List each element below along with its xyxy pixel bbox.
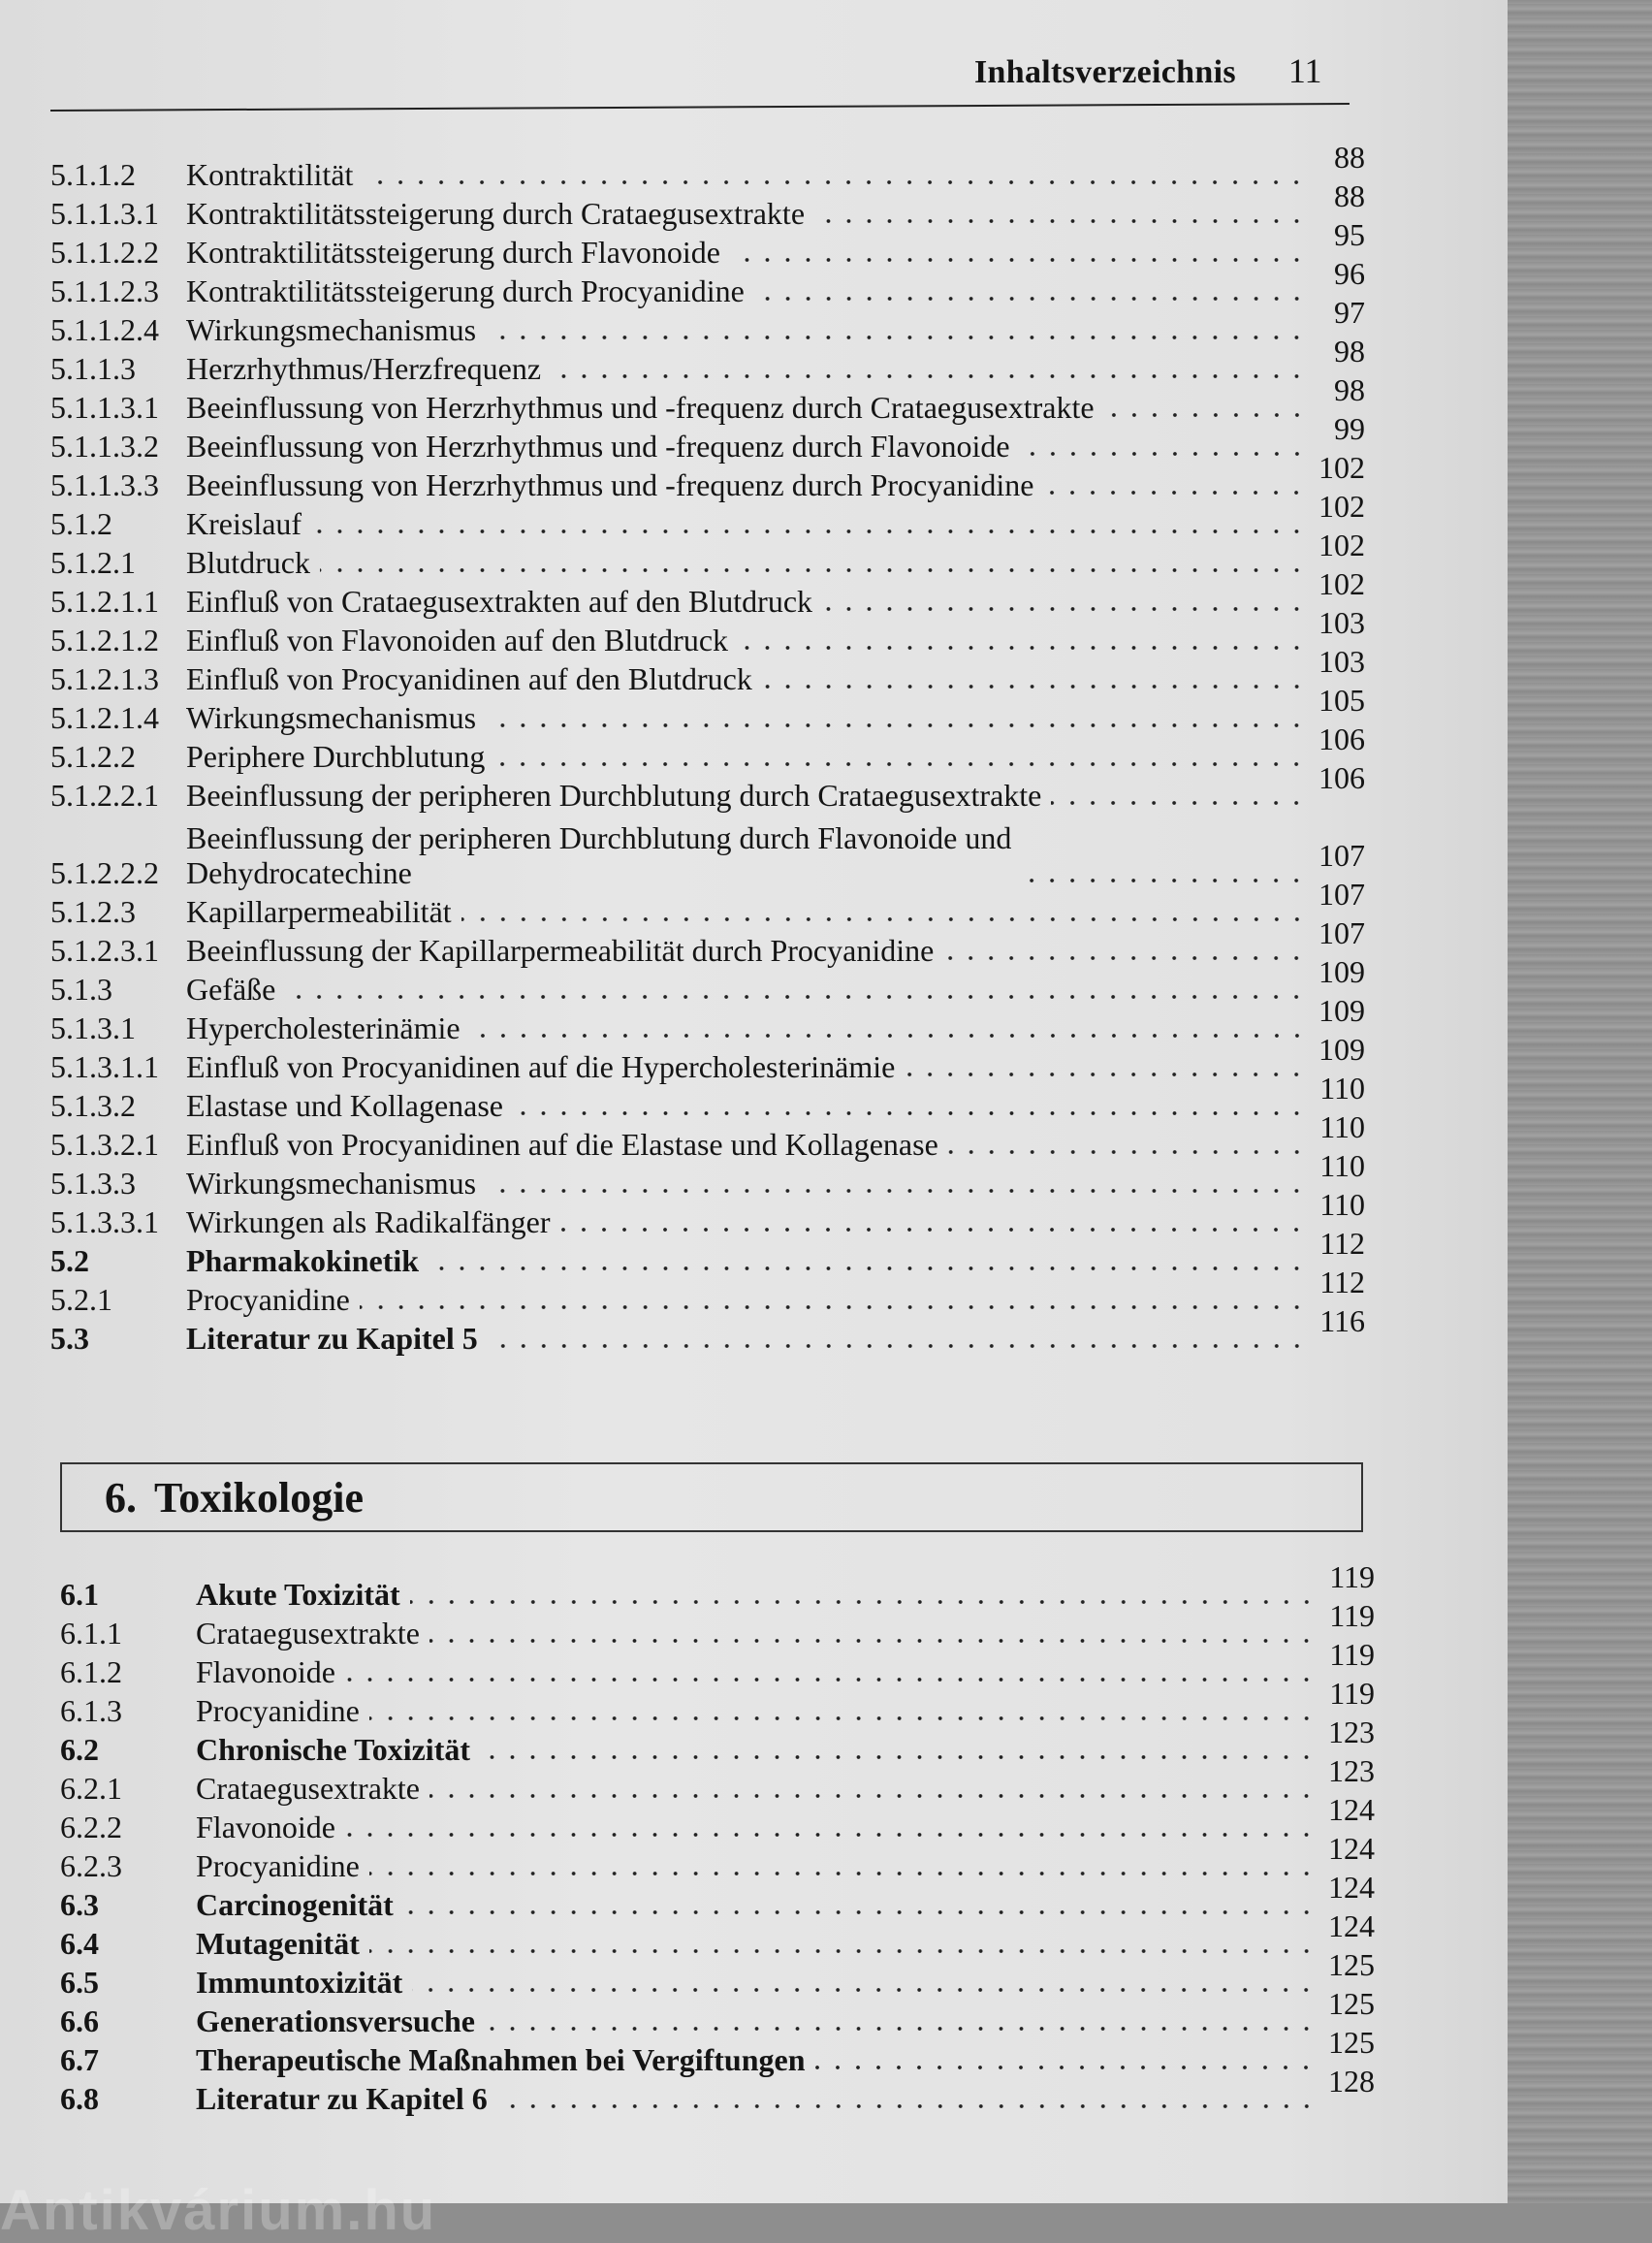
toc-entry-number: 5.1.2.3	[50, 894, 136, 929]
toc-entry	[50, 372, 1365, 425]
toc-entry-number: 5.1.1.3.3	[50, 467, 159, 502]
toc-entry-page: 88	[1334, 140, 1365, 175]
toc-entry	[50, 813, 1365, 890]
toc-entry-page: 128	[1328, 2064, 1375, 2099]
dot-leader	[551, 374, 1307, 378]
toc-entry-title: Kontraktilitätssteigerung durch Flavonoide	[186, 235, 720, 270]
dot-leader	[363, 180, 1307, 184]
dot-leader	[814, 2066, 1317, 2069]
toc-entry-page: 98	[1334, 372, 1365, 407]
toc-entry	[50, 644, 1365, 696]
toc-entry-title	[186, 820, 1021, 890]
toc-entry-title: Crataegusextrakte	[196, 1616, 420, 1650]
toc-entry-title: Periphere Durchblutung	[186, 739, 486, 774]
toc-entry-number: 6.1.3	[60, 1693, 122, 1728]
toc-entry-number: 6.2.1	[60, 1771, 122, 1806]
toc-entry	[50, 1303, 1365, 1356]
toc-entry-number: 5.1.1.2	[50, 157, 136, 192]
toc-entry-title: Kontraktilität	[186, 157, 354, 192]
dot-leader	[470, 1034, 1307, 1038]
toc-entry-title: Kreislauf	[186, 506, 302, 541]
toc-entry	[50, 566, 1365, 619]
toc-entry-page: 112	[1319, 1265, 1365, 1299]
dot-leader	[369, 1949, 1317, 1953]
toc-entry-number: 5.1.3.2	[50, 1088, 136, 1123]
dot-leader	[1020, 452, 1307, 456]
toc-entry	[50, 489, 1365, 541]
toc-entry-title: Einfluß von Procyanidinen auf den Blutdruck	[186, 661, 752, 696]
toc-entry	[50, 295, 1365, 347]
toc-entry-title: Procyanidine	[186, 1282, 350, 1317]
toc-entry	[50, 528, 1365, 580]
toc-entry-page: 124	[1328, 1831, 1375, 1866]
toc-entry-page: 97	[1334, 295, 1365, 330]
toc-entry-number: 5.1.2.2	[50, 739, 136, 774]
toc-entry-page: 119	[1329, 1559, 1375, 1594]
toc-entry-title-line1: Beeinflussung der peripheren Durchblutung durch Flavonoide und	[186, 820, 1012, 855]
toc-entry-page: 123	[1328, 1753, 1375, 1788]
toc-entry-number: 5.1.2.1.3	[50, 661, 159, 696]
toc-entry-title: Einfluß von Procyanidinen auf die Hypercholesterinämie	[186, 1049, 896, 1084]
toc-entry-number: 5.1.1.3.1	[50, 390, 159, 425]
toc-entry	[50, 877, 1365, 929]
dot-leader	[429, 1266, 1307, 1270]
toc-entry-title: Carcinogenität	[196, 1887, 394, 1922]
toc-entry-page: 110	[1319, 1148, 1365, 1183]
toc-entry	[50, 915, 1365, 968]
dot-leader	[345, 1833, 1317, 1837]
dot-leader	[412, 1988, 1317, 1992]
toc-entry-number: 5.1.3.1	[50, 1010, 136, 1045]
dot-leader	[497, 2104, 1317, 2108]
header-page-number: 11	[1287, 51, 1322, 90]
toc-entry-page: 124	[1328, 1908, 1375, 1943]
dot-leader	[738, 646, 1307, 650]
toc-entry-title: Wirkungsmechanismus	[186, 1166, 477, 1201]
toc-entry-number: 5.1.2.2.2	[50, 855, 159, 890]
toc-entry-title: Einfluß von Procyanidinen auf die Elastase und Kollagenase	[186, 1127, 938, 1162]
toc-entry-number: 6.1.2	[60, 1654, 122, 1689]
toc-entry-page: 102	[1318, 489, 1365, 524]
dot-leader	[905, 1073, 1307, 1076]
toc-entry	[60, 1870, 1375, 1922]
toc-entry-page: 107	[1318, 915, 1365, 950]
dot-leader	[948, 1150, 1307, 1154]
dot-leader	[485, 2027, 1317, 2031]
toc-entry-title: Generationsversuche	[196, 2003, 475, 2038]
dot-leader	[1021, 879, 1307, 882]
toc-entry-number: 6.1.1	[60, 1616, 122, 1650]
dot-leader	[1104, 413, 1307, 417]
toc-entry	[50, 1265, 1365, 1317]
dot-leader	[494, 762, 1307, 766]
toc-section-6	[60, 1559, 1375, 2116]
toc-entry-page: 125	[1328, 1986, 1375, 2021]
dot-leader	[311, 529, 1307, 533]
toc-entry	[50, 954, 1365, 1007]
book-spine	[1508, 0, 1652, 2203]
chapter-title: Toxikologie	[154, 1473, 364, 1522]
dot-leader	[320, 568, 1307, 572]
dot-leader	[429, 1794, 1317, 1798]
toc-entry-number: 6.2	[60, 1732, 99, 1767]
toc-entry-title: Flavonoide	[196, 1654, 335, 1689]
toc-entry-title: Einfluß von Flavonoiden auf den Blutdruck	[186, 623, 729, 657]
toc-section-5	[50, 140, 1365, 1356]
toc-entry-page: 106	[1318, 760, 1365, 795]
toc-entry	[60, 1831, 1375, 1883]
toc-entry-page: 119	[1329, 1598, 1375, 1633]
toc-entry-title: Wirkungen als Radikalfänger	[186, 1204, 551, 1239]
toc-entry-page: 119	[1329, 1637, 1375, 1672]
toc-entry-number: 5.1.2	[50, 506, 112, 541]
toc-entry-title: Kontraktilitätssteigerung durch Procyanidine	[186, 273, 745, 308]
dot-leader	[943, 956, 1307, 960]
toc-entry	[60, 1947, 1375, 2000]
dot-leader	[369, 1716, 1317, 1720]
toc-entry-page: 103	[1318, 644, 1365, 679]
toc-entry-page: 112	[1319, 1226, 1365, 1261]
dot-leader	[480, 1755, 1317, 1759]
toc-entry-page: 107	[1318, 877, 1365, 912]
toc-entry-number: 5.1.2.1	[50, 545, 136, 580]
toc-entry-title: Kontraktilitätssteigerung durch Crataegusextrakte	[186, 196, 806, 231]
toc-entry-number: 5.1.1.2.4	[50, 312, 159, 347]
toc-entry-number: 6.6	[60, 2003, 99, 2038]
toc-entry-title: Gefäße	[186, 972, 276, 1007]
toc-entry-title: Blutdruck	[186, 545, 310, 580]
toc-entry-title: Beeinflussung der peripheren Durchblutung durch Crataegusextrakte	[186, 778, 1042, 813]
toc-entry-page: 109	[1318, 993, 1365, 1028]
toc-entry-page: 124	[1328, 1792, 1375, 1827]
toc-entry-number: 5.1.3.2.1	[50, 1127, 159, 1162]
toc-entry-number: 5.1.2.2.1	[50, 778, 159, 813]
toc-entry-number: 6.1	[60, 1577, 99, 1612]
toc-entry-title: Herzrhythmus/Herzfrequenz	[186, 351, 542, 386]
dot-leader	[429, 1639, 1317, 1643]
toc-entry	[50, 683, 1365, 735]
toc-entry-page: 110	[1319, 1109, 1365, 1144]
dot-leader	[345, 1678, 1317, 1682]
header-title: Inhaltsverzeichnis	[974, 54, 1236, 90]
dot-leader	[1051, 801, 1307, 805]
toc-entry-number: 5.1.3	[50, 972, 112, 1007]
toc-entry-title: Hypercholesterinämie	[186, 1010, 461, 1045]
toc-entry-title: Immuntoxizität	[196, 1965, 403, 2000]
dot-leader	[814, 219, 1307, 223]
toc-entry	[50, 411, 1365, 464]
toc-entry-title: Chronische Toxizität	[196, 1732, 470, 1767]
toc-entry	[50, 760, 1365, 813]
toc-entry-number: 5.1.1.3.1	[50, 196, 159, 231]
toc-entry	[60, 1714, 1375, 1767]
dot-leader	[486, 723, 1307, 727]
toc-entry-page: 98	[1334, 334, 1365, 368]
toc-entry	[60, 1559, 1375, 1612]
toc-entry-number: 5.1.1.2.2	[50, 235, 159, 270]
dot-leader	[488, 1344, 1307, 1348]
toc-entry-page: 109	[1318, 1032, 1365, 1067]
toc-entry-title: Beeinflussung von Herzrhythmus und -frequenz durch Flavonoide	[186, 429, 1010, 464]
toc-entry-title-line2: Dehydrocatechine	[186, 855, 412, 890]
toc-entry-title: Flavonoide	[196, 1810, 335, 1844]
dot-leader	[486, 336, 1307, 339]
toc-entry	[60, 1637, 1375, 1689]
toc-entry	[50, 1109, 1365, 1162]
toc-entry-number: 6.2.3	[60, 1848, 122, 1883]
toc-entry-page: 110	[1319, 1187, 1365, 1222]
toc-entry	[50, 1187, 1365, 1239]
toc-entry-number: 5.3	[50, 1321, 89, 1356]
toc-entry	[50, 1032, 1365, 1084]
toc-entry	[50, 178, 1365, 231]
toc-entry-number: 5.1.1.2.3	[50, 273, 159, 308]
toc-entry	[60, 2025, 1375, 2077]
toc-entry-title: Beeinflussung von Herzrhythmus und -frequenz durch Procyanidine	[186, 467, 1034, 502]
header-rule	[50, 103, 1350, 112]
toc-entry	[60, 1908, 1375, 1961]
dot-leader	[513, 1111, 1307, 1115]
dot-leader	[1043, 491, 1307, 495]
dot-leader	[285, 995, 1307, 999]
toc-entry-number: 5.1.1.3.2	[50, 429, 159, 464]
toc-entry-title: Procyanidine	[196, 1848, 360, 1883]
toc-entry-number: 5.1.3.3.1	[50, 1204, 159, 1239]
chapter-number: 6.	[105, 1473, 137, 1522]
toc-entry-title: Mutagenität	[196, 1926, 360, 1961]
toc-entry-title: Beeinflussung der Kapillarpermeabilität durch Procyanidine	[186, 933, 935, 968]
toc-entry-number: 6.7	[60, 2042, 99, 2077]
toc-entry	[50, 993, 1365, 1045]
toc-entry-number: 5.1.3.3	[50, 1166, 136, 1201]
toc-entry-number: 5.1.2.1.1	[50, 584, 159, 619]
toc-entry-title: Literatur zu Kapitel 6	[196, 2081, 488, 2116]
toc-entry-page: 123	[1328, 1714, 1375, 1749]
toc-entry	[60, 2064, 1375, 2116]
toc-entry-number: 5.1.1.3	[50, 351, 136, 386]
toc-entry-page: 125	[1328, 2025, 1375, 2060]
toc-entry-page: 106	[1318, 721, 1365, 756]
toc-entry	[50, 450, 1365, 502]
toc-entry	[50, 217, 1365, 270]
toc-entry	[60, 1676, 1375, 1728]
toc-entry-page: 110	[1319, 1071, 1365, 1105]
toc-entry	[50, 140, 1365, 192]
toc-entry-title: Akute Toxizität	[196, 1577, 400, 1612]
dot-leader	[461, 917, 1307, 921]
toc-entry-number: 6.8	[60, 2081, 99, 2116]
toc-entry-title: Literatur zu Kapitel 5	[186, 1321, 478, 1356]
toc-entry	[50, 721, 1365, 774]
toc-entry-page: 124	[1328, 1870, 1375, 1905]
toc-entry-page: 88	[1334, 178, 1365, 213]
toc-entry-number: 5.1.3.1.1	[50, 1049, 159, 1084]
toc-entry-page: 125	[1328, 1947, 1375, 1982]
toc-entry-page: 105	[1318, 683, 1365, 718]
toc-entry-page: 102	[1318, 450, 1365, 485]
toc-entry-number: 5.1.2.3.1	[50, 933, 159, 968]
dot-leader	[403, 1910, 1317, 1914]
toc-entry-title: Wirkungsmechanismus	[186, 312, 477, 347]
toc-entry	[60, 1986, 1375, 2038]
dot-leader	[754, 297, 1307, 301]
toc-entry-title: Kapillarpermeabilität	[186, 894, 452, 929]
toc-entry-title: Einfluß von Crataegusextrakten auf den Blutdruck	[186, 584, 813, 619]
toc-entry-number: 6.2.2	[60, 1810, 122, 1844]
toc-entry-number: 5.1.2.1.4	[50, 700, 159, 735]
toc-entry-page: 96	[1334, 256, 1365, 291]
toc-entry-number: 5.1.2.1.2	[50, 623, 159, 657]
toc-entry	[50, 334, 1365, 386]
toc-entry-title: Wirkungsmechanismus	[186, 700, 477, 735]
toc-entry-page: 102	[1318, 528, 1365, 562]
toc-entry-page: 99	[1334, 411, 1365, 446]
toc-entry	[50, 1226, 1365, 1278]
toc-entry	[50, 605, 1365, 657]
toc-entry-number: 5.2	[50, 1243, 89, 1278]
toc-entry	[50, 1148, 1365, 1201]
toc-entry	[60, 1792, 1375, 1844]
running-header	[974, 50, 1362, 99]
toc-entry-title: Therapeutische Maßnahmen bei Vergiftungen	[196, 2042, 806, 2077]
toc-entry-title: Beeinflussung von Herzrhythmus und -frequenz durch Crataegusextrakte	[186, 390, 1095, 425]
toc-entry-page: 119	[1329, 1676, 1375, 1711]
toc-entry-page: 109	[1318, 954, 1365, 989]
toc-entry-number: 6.3	[60, 1887, 99, 1922]
dot-leader	[762, 685, 1307, 689]
toc-entry-title: Elastase und Kollagenase	[186, 1088, 503, 1123]
dot-leader	[360, 1305, 1307, 1309]
toc-entry-number: 5.2.1	[50, 1282, 112, 1317]
toc-entry-page: 102	[1318, 566, 1365, 601]
dot-leader	[559, 1228, 1307, 1232]
dot-leader	[486, 1189, 1307, 1193]
toc-entry-number: 6.5	[60, 1965, 99, 2000]
toc-entry	[60, 1598, 1375, 1650]
watermark: Antikvárium.hu	[0, 2179, 437, 2242]
toc-entry-page: 107	[1318, 838, 1365, 873]
toc-entry-page: 103	[1318, 605, 1365, 640]
dot-leader	[369, 1872, 1317, 1875]
toc-entry	[60, 1753, 1375, 1806]
toc-entry-title: Crataegusextrakte	[196, 1771, 420, 1806]
dot-leader	[822, 607, 1307, 611]
toc-entry-page: 95	[1334, 217, 1365, 252]
toc-entry-title: Pharmakokinetik	[186, 1243, 420, 1278]
toc-entry-page: 116	[1319, 1303, 1365, 1338]
toc-entry-number: 6.4	[60, 1926, 99, 1961]
dot-leader	[730, 258, 1307, 262]
dot-leader	[410, 1600, 1317, 1604]
toc-entry	[50, 1071, 1365, 1123]
toc-entry	[50, 256, 1365, 308]
chapter-heading-box	[60, 1462, 1363, 1532]
toc-entry-title: Procyanidine	[196, 1693, 360, 1728]
